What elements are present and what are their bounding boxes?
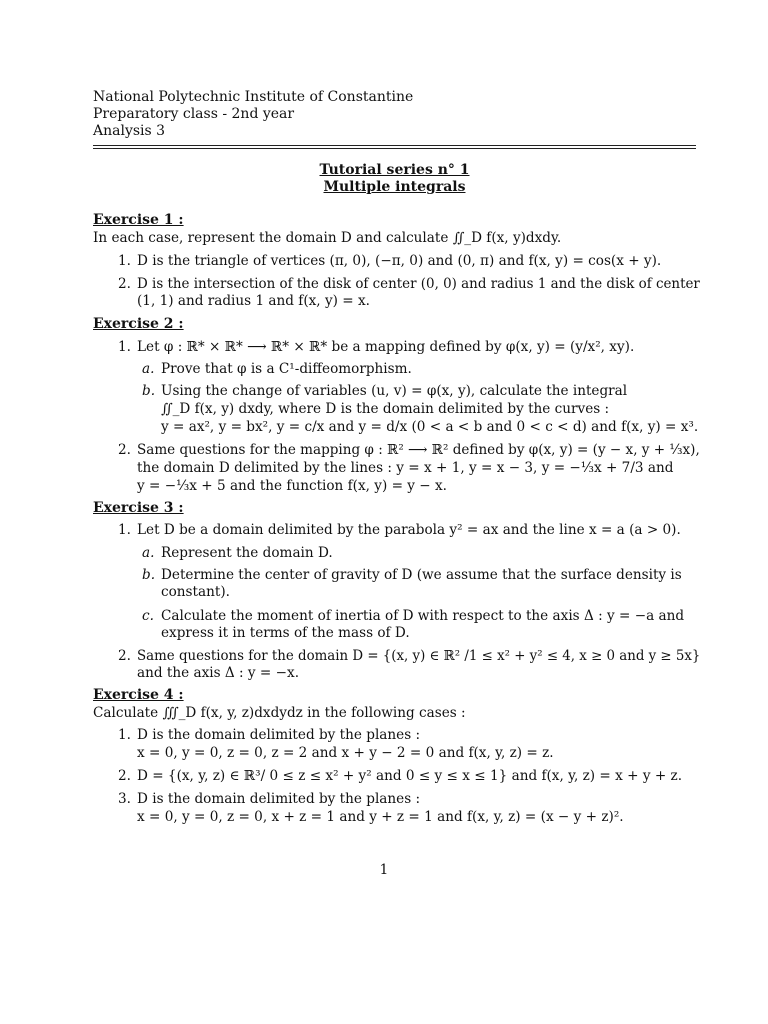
exercise-2-item-1: Let φ : ℝ* × ℝ* ⟶ ℝ* × ℝ* be a mapping defined by φ(x, y) = (y/x², xy). [137,339,635,355]
series-title: Tutorial series n° 1 [319,162,470,178]
exercise-2-item-2: Same questions for the mapping φ : ℝ² ⟶ ℝ² defined by φ(x, y) = (y − x, y + ⅓x), [137,442,700,458]
item-number: 1. [118,727,131,743]
exercise-4-item-1: D is the domain delimited by the planes : [137,727,421,743]
sub-item-letter: b. [142,383,156,399]
exercise-3-item-1: Let D be a domain delimited by the parabola y² = ax and the line x = a (a > 0). [137,522,681,538]
item-number: 3. [118,791,131,807]
item-number: 1. [118,339,131,355]
exercise-4-intro: Calculate ∭_D f(x, y, z)dxdydz in the following cases : [93,705,466,721]
exercise-1-title: Exercise 1 : [93,212,184,228]
exercise-4-title: Exercise 4 : [93,687,184,703]
exercise-2-item-2-cont: the domain D delimited by the lines : y = x + 1, y = x − 3, y = −⅓x + 7/3 and [137,460,674,476]
exercise-2-title: Exercise 2 : [93,316,184,332]
exercise-2-item-1b-curves: y = ax², y = bx², y = c/x and y = d/x (0 < a < b and 0 < c < d) and f(x, y) = x³. [161,419,699,435]
exercise-4-item-2: D = {(x, y, z) ∈ ℝ³/ 0 ≤ z ≤ x² + y² and 0 ≤ y ≤ x ≤ 1} and f(x, y, z) = x + y + z. [137,768,683,784]
item-number: 2. [118,768,131,784]
exercise-3-title: Exercise 3 : [93,500,184,516]
exercise-1-intro: In each case, represent the domain D and calculate ∬_D f(x, y)dxdy. [93,230,562,246]
exercise-4-item-1-cont: x = 0, y = 0, z = 0, z = 2 and x + y − 2 = 0 and f(x, y, z) = z. [137,745,554,761]
class-name: Preparatory class - 2nd year [93,106,295,122]
header-rule-top [93,145,696,146]
exercise-2-item-1b: Using the change of variables (u, v) = φ(x, y), calculate the integral [161,383,628,399]
exercise-4-item-3-cont: x = 0, y = 0, z = 0, x + z = 1 and y + z = 1 and f(x, y, z) = (x − y + z)². [137,809,624,825]
exercise-3-item-2-cont: and the axis Δ : y = −x. [137,665,300,681]
sub-item-letter: c. [142,608,154,624]
page-number: 1 [379,862,389,878]
exercise-2-item-1b-cont: ∬_D f(x, y) dxdy, where D is the domain delimited by the curves : [161,401,610,417]
exercise-3-item-1c-cont: express it in terms of the mass of D. [161,625,410,641]
item-number: 2. [118,648,131,664]
item-number: 1. [118,253,131,269]
sub-item-letter: b. [142,567,156,583]
item-number: 2. [118,276,131,292]
institution-name: National Polytechnic Institute of Constantine [93,89,414,105]
exercise-3-item-1b-cont: constant). [161,584,230,600]
series-subtitle: Multiple integrals [323,179,466,195]
exercise-2-item-1a: Prove that φ is a C¹-diffeomorphism. [161,361,412,377]
exercise-1-item-2: D is the intersection of the disk of center (0, 0) and radius 1 and the disk of center [137,276,700,292]
exercise-4-item-3: D is the domain delimited by the planes : [137,791,421,807]
course-name: Analysis 3 [93,123,166,139]
exercise-2-item-2-end: y = −⅓x + 5 and the function f(x, y) = y − x. [137,478,447,494]
exercise-3-item-2: Same questions for the domain D = {(x, y) ∈ ℝ² /1 ≤ x² + y² ≤ 4, x ≥ 0 and y ≥ 5x} [137,648,701,664]
item-number: 1. [118,522,131,538]
sub-item-letter: a. [142,361,155,377]
exercise-1-item-2-cont: (1, 1) and radius 1 and f(x, y) = x. [137,293,370,309]
header-rule-bottom [93,148,696,149]
item-number: 2. [118,442,131,458]
exercise-3-item-1a: Represent the domain D. [161,545,333,561]
exercise-3-item-1b: Determine the center of gravity of D (we assume that the surface density is [161,567,682,583]
exercise-1-item-1: D is the triangle of vertices (π, 0), (−π, 0) and (0, π) and f(x, y) = cos(x + y). [137,253,662,269]
exercise-3-item-1c: Calculate the moment of inertia of D with respect to the axis Δ : y = −a and [161,608,685,624]
sub-item-letter: a. [142,545,155,561]
